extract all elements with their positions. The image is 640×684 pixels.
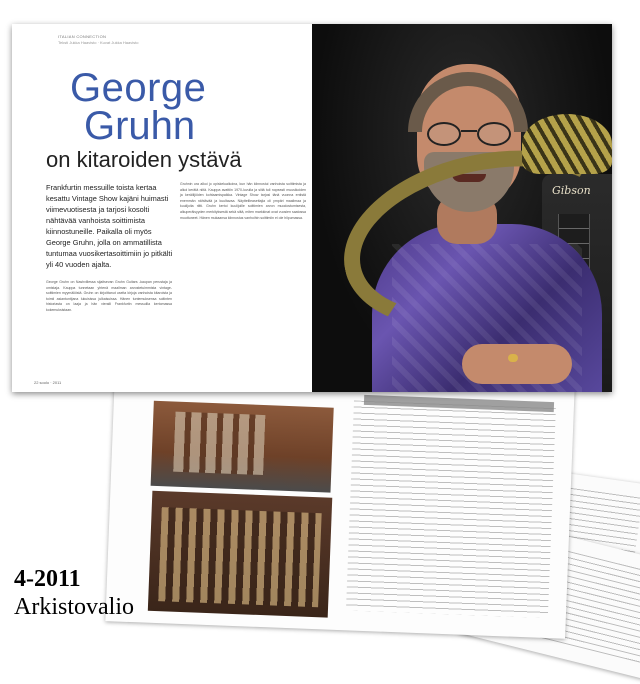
- magazine-spread[interactable]: [12, 24, 612, 392]
- glasses-lens-left: [427, 122, 461, 146]
- article-title-line1: George: [70, 66, 207, 110]
- glasses-bridge: [461, 130, 477, 132]
- lead-paragraph: Frankfurtin messuille toista kertaa kesattu Vintage Show kajäni huimasti viimevuotisesta ja tarjosi kosolti nähtävää vanhoista soittimista kiinnostuneille. Paikalla oli myös George Gruhn, jolla on ammatillista tuntumaa vuosikertasoittimiin jo pitkälti yli 40 vuoden ajalta.: [46, 183, 173, 269]
- issue-number: 4-2011: [14, 566, 81, 592]
- left-page: [12, 24, 312, 392]
- section-header: ITALIAN CONNECTION: [58, 34, 107, 39]
- storefront-photo: [151, 401, 334, 493]
- hand: [462, 344, 572, 384]
- text-lines: [346, 400, 556, 618]
- ring: [508, 354, 518, 362]
- python-snake-head: [522, 114, 612, 174]
- glasses: [427, 122, 513, 148]
- byline: Teksti Jukka Haavisto · Kuvat Jukka Haavisto: [58, 40, 139, 45]
- article-subtitle: on kitaroiden ystävä: [46, 147, 242, 172]
- page-footer: 22 soolo · 2011: [34, 380, 62, 385]
- body-column-1: George Gruhn on Nashvillessa sijaitsevan Gruhn Guitars -kaupan perustaja ja omistaja. Kauppa tunnetaan yhtenä maailman arvostetuimmista vintage-soittimien myymälöistä. Gruhn on kirjoittanut useita kirjoja vanhoista kitaroista ja toimii asiantuntijana lukuisissa julkaisuissa. Hänen tuntemuksensa soitinten historiasta on laaja ja hän vieraili Frankfurtin messuilla kertomassa kokemuksistaan.: [46, 280, 172, 312]
- guitar-logo: Gibson: [552, 184, 591, 197]
- glasses-lens-right: [477, 122, 511, 146]
- guitar-shop-interior-photo: [148, 491, 332, 618]
- body-column-2: Gruhnin ura alkoi jo opiskeluaikoina, kun hän kiinnostui vanhoista soittimista ja alkoi kerätä niitä. Kauppa avattiin 1970-luvulla ja siitä tuli nopeasti muusikoiden ja keräilijöiden kohtaamispaikka. Vintage Show tarjosi tänä vuonna entistä enemmän nähtävää ja kuultavaa. Näytteilleasettajia oli ympäri maailmaa ja kuulijoita riitti. Gruhn kertoi kuulijoille soittimien arvon muodostumisesta, alkuperäisyyden merkityksestä sekä siitä, miten markkinat ovat vuosien saatossa muuttuneet. Hänen mukaansa kiinnostus vanhoihin soittimiin ei ole hiipumassa.: [180, 182, 306, 220]
- article-title-line2: Gruhn: [84, 104, 196, 148]
- background-page-spread: [105, 371, 574, 638]
- archive-label: Arkistovalio: [14, 594, 134, 620]
- portrait-photo: [312, 24, 612, 392]
